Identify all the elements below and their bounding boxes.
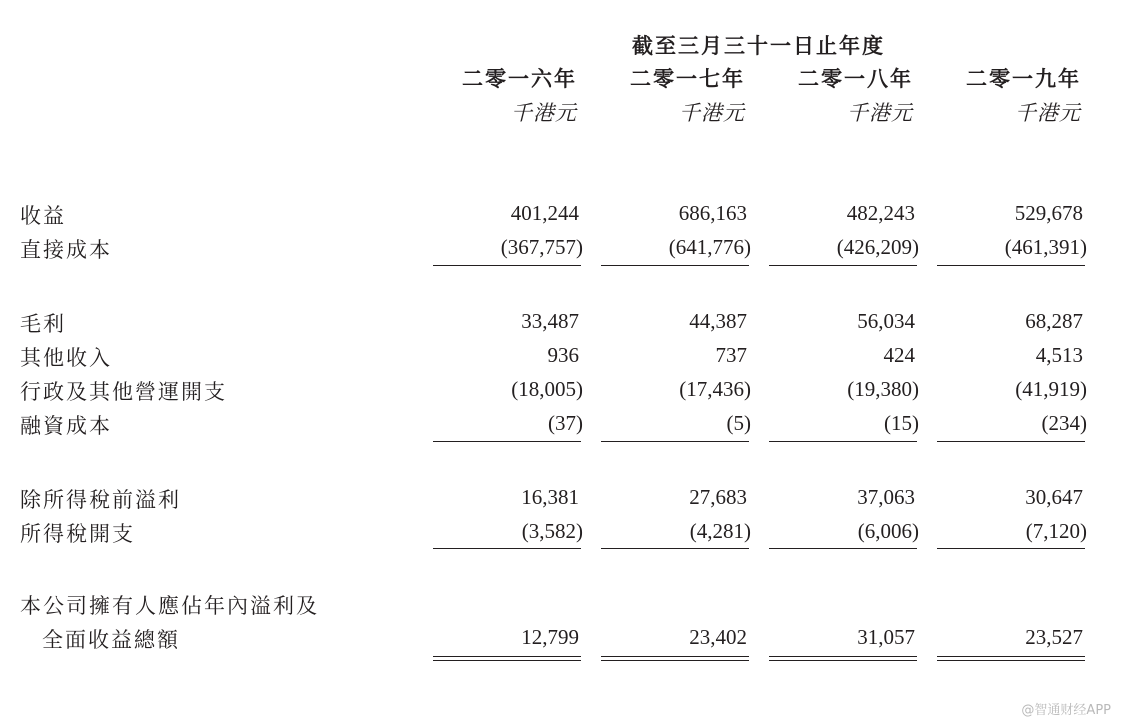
cell-profit-before-tax-2017: 27,683 — [689, 485, 747, 509]
cell-income-tax-2019: (7,120) — [1025, 519, 1087, 543]
period-header: 截至三月三十一日止年度 — [632, 34, 885, 58]
subtotal-rule — [769, 265, 917, 266]
cell-gross-profit-2017: 44,387 — [689, 309, 747, 333]
row-label-direct-cost: 直接成本 — [20, 238, 112, 262]
row-label-revenue: 收益 — [20, 204, 66, 228]
total-double-rule — [601, 656, 749, 661]
row-label-total-comprehensive-income: 全面收益總額 — [42, 628, 180, 652]
cell-total-income-2019: 23,527 — [1025, 625, 1083, 649]
cell-finance-cost-2019: (234) — [1041, 411, 1087, 435]
watermark: @智通财经APP — [1021, 703, 1111, 718]
cell-gross-profit-2018: 56,034 — [857, 309, 915, 333]
subtotal-rule — [601, 441, 749, 442]
total-double-rule — [937, 656, 1085, 661]
cell-income-tax-2016: (3,582) — [521, 519, 583, 543]
cell-admin-expenses-2017: (17,436) — [679, 377, 751, 401]
row-label-profit-attributable: 本公司擁有人應佔年內溢利及 — [20, 594, 319, 618]
subtotal-rule — [433, 265, 581, 266]
cell-income-tax-2017: (4,281) — [689, 519, 751, 543]
row-label-gross-profit: 毛利 — [20, 312, 66, 336]
cell-direct-cost-2019: (461,391) — [1004, 235, 1087, 259]
cell-total-income-2017: 23,402 — [689, 625, 747, 649]
row-label-profit-before-tax: 除所得稅前溢利 — [20, 488, 181, 512]
cell-revenue-2018: 482,243 — [846, 201, 915, 225]
cell-gross-profit-2016: 33,487 — [521, 309, 579, 333]
unit-label-2018: 千港元 — [847, 101, 913, 125]
cell-other-income-2016: 936 — [547, 343, 579, 367]
year-header-2019: 二零一九年 — [966, 67, 1081, 91]
cell-admin-expenses-2018: (19,380) — [847, 377, 919, 401]
row-label-other-income: 其他收入 — [20, 346, 112, 370]
cell-finance-cost-2017: (5) — [726, 411, 751, 435]
cell-revenue-2019: 529,678 — [1014, 201, 1083, 225]
year-header-2016: 二零一六年 — [462, 67, 577, 91]
cell-profit-before-tax-2019: 30,647 — [1025, 485, 1083, 509]
cell-admin-expenses-2016: (18,005) — [511, 377, 583, 401]
subtotal-rule — [769, 548, 917, 549]
cell-other-income-2017: 737 — [715, 343, 747, 367]
cell-total-income-2016: 12,799 — [521, 625, 579, 649]
cell-gross-profit-2019: 68,287 — [1025, 309, 1083, 333]
subtotal-rule — [601, 265, 749, 266]
unit-label-2019: 千港元 — [1015, 101, 1081, 125]
cell-profit-before-tax-2018: 37,063 — [857, 485, 915, 509]
row-label-income-tax: 所得稅開支 — [20, 522, 135, 546]
cell-direct-cost-2017: (641,776) — [668, 235, 751, 259]
cell-finance-cost-2016: (37) — [548, 411, 583, 435]
subtotal-rule — [937, 265, 1085, 266]
year-header-2017: 二零一七年 — [630, 67, 745, 91]
cell-revenue-2017: 686,163 — [678, 201, 747, 225]
unit-label-2017: 千港元 — [679, 101, 745, 125]
cell-admin-expenses-2019: (41,919) — [1015, 377, 1087, 401]
total-double-rule — [769, 656, 917, 661]
cell-other-income-2019: 4,513 — [1035, 343, 1083, 367]
subtotal-rule — [769, 441, 917, 442]
row-label-finance-cost: 融資成本 — [20, 414, 112, 438]
unit-label-2016: 千港元 — [511, 101, 577, 125]
cell-profit-before-tax-2016: 16,381 — [521, 485, 579, 509]
subtotal-rule — [433, 441, 581, 442]
year-header-2018: 二零一八年 — [798, 67, 913, 91]
subtotal-rule — [937, 548, 1085, 549]
subtotal-rule — [601, 548, 749, 549]
cell-other-income-2018: 424 — [883, 343, 915, 367]
cell-direct-cost-2018: (426,209) — [836, 235, 919, 259]
cell-total-income-2018: 31,057 — [857, 625, 915, 649]
cell-income-tax-2018: (6,006) — [857, 519, 919, 543]
total-double-rule — [433, 656, 581, 661]
subtotal-rule — [937, 441, 1085, 442]
row-label-admin-expenses: 行政及其他營運開支 — [20, 380, 227, 404]
cell-direct-cost-2016: (367,757) — [500, 235, 583, 259]
subtotal-rule — [433, 548, 581, 549]
cell-revenue-2016: 401,244 — [510, 201, 579, 225]
cell-finance-cost-2018: (15) — [884, 411, 919, 435]
